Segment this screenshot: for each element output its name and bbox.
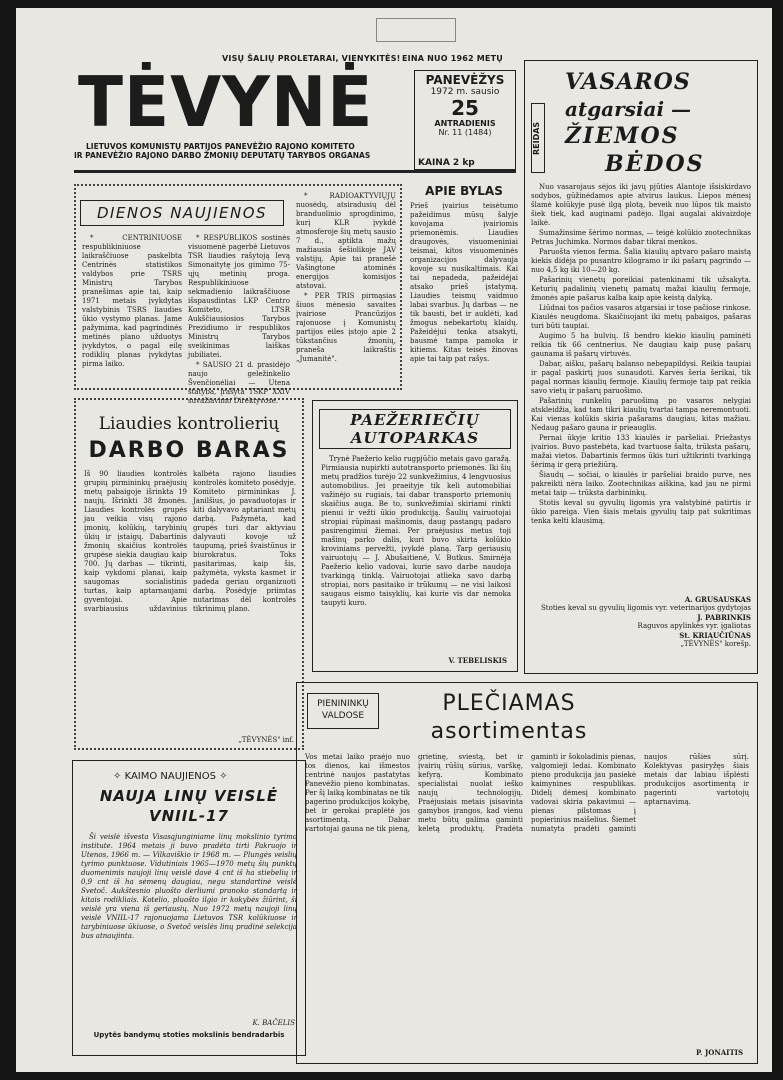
placiamas-title-1: PLEČIAMAS — [442, 691, 576, 716]
autoparkas-body: Trynė Paežerio kelio rugpjūčio metais gavo garažą. Pirmiausia nupirkti autotransporto priemonės. Iki šių metų pradžios turėjo 22 sunkvežimius, 4 lengvuosius automobilius. Jei praeityje tik keli automobiliai važinėjo su rugiais, tai dabar transporto priemonių skaičius auga. Be to, sunkvežimiai skiriami rinkti pienui ir vežti ūkio produkciją. Šaulių vairuotojai stropiai rūpinasi mašinomis, daug pastangų padaro pasirengimui žiemai. Per praėjusius metus toji mašinų parko dalis, kuri buvo skirta kolūkio kroviniams pervežti, įvykdė planą. Tarp geriausių vairuotojų — J. Abušaitienė, V. Butkus. Smirnėja Paežerio kelio vadovai, kurie savo darbe naudoja tvarkingą tinklą. Vairuotojai atlieka savo darbą stropiai, nors pasitaiko ir trūkumų — ne visi laikosi saugaus eismo taisyklių, kai kurie vis dar nemoka taupyti kuro. — [321, 455, 511, 607]
slogan: VISŲ ŠALIŲ PROLETARAI, VIENYKITĖS! — [222, 54, 401, 63]
kaimo-signature: K. BAČELIS — [252, 1019, 295, 1027]
sig3: St. KRIAUČIŪNAS — [679, 631, 751, 640]
reidas-title-4: BĖDOS — [605, 151, 705, 177]
placiamas-body: Vos metai laiko praėjo nuo tos dienos, kai išmestos centrinė naujos pastatytas Panevėžio pieno kombinatas. Per šį laiką kombinatas ne tik pagerino produkcijos kokybę, bet ir gerokai praplėtė jos asortimentą. Dabar vartotojai gauna ne tik pieną, grietinę, sviestą, bet ir įvairių rūšių sūrius, varškę, kefyrą. Kombinato specialistai nuolat ieško naujų technologijų. Praėjusiais metais įsisavinta gamybos įrangos, kad vienu metu būtų galima gaminti keletą produktų. Pradėta gaminti ir šokoladinis pienas, valgomieji ledai. Kombinato pieno produkcija jau pasiekė kaimynines respublikas. Didelį dėmesį kombinato vadovai skiria pakavimui — pienas pilstomas į popierinius maišelius. Šiemet numatyta pradėti gaminti naujos rūšies sūrį. Kolektyvas pasiryžęs šiais metais dar labiau išplėsti produkcijos asortimentą ir pagerinti vartotojų aptarnavimą. — [305, 753, 749, 833]
date-box — [414, 70, 516, 170]
reidas-para: Liūdnai tos pačios vasaros atgarsiai ir tose pačiose rinkose. Kiaulės neugdoma. Skaičiuojant iki metų pabaigos, pašaras turi būti taupiai. — [531, 304, 751, 330]
reidas-title-3: ŽIEMOS — [565, 123, 680, 149]
reidas-para: Pašarinių vienetų poreikiai patenkinami tik užsakyta. Keturių padalinių vienetų pamatų mažai kiaulių fermoje, žmonės apie pašarus kalba kaip apie keistą dalyką. — [531, 276, 751, 302]
reidas-article — [524, 60, 758, 674]
city: PANEVĖŽYS — [425, 73, 505, 87]
reidas-para: Paruošta vienos ferma. Šalia kiaulių aptvaro pašaro maistą kiekis didėja po pusantro kilogramo ir iki pašarų pagrindo — nuo 4,5 kg iki 10—20 kg. — [531, 248, 751, 274]
liaudies-title-2: DARBO BARAS — [88, 438, 290, 463]
reidas-para: Stotis keval su gyvulių ligomis yra valstybinė patirtis ir ūkio pareiga. Vien šiais metais gyvulių taip pat sukritimas tenka kelti klausimą. — [531, 499, 751, 525]
library-stamp — [376, 18, 456, 42]
price: KAINA 2 kp — [418, 158, 475, 168]
bylas-body: Prieš įvairius teisėtumo pažeidimus mūsų šalyje kovojama įvairiomis priemonėmis. Liaudies draugovės, visuomeniniai teismai, kitos visuomeninės organizacijos dalyvauja kovoje su nusikaltimais. Kai tai nepadeda, pažeidėjai atsako prieš įstatymą. Liaudies teismų vaidmuo labai svarbus. Jų darbas — ne tik bausti, bet ir auklėti, kad žmogus nebekartotų klaidų. Pažeidėjui tenka atsakyti, bausmė tampa pamoka ir kitiems. Kitas teisės žinovas apie tai taip pat rašys. — [410, 202, 518, 363]
apie-bylas — [410, 184, 518, 394]
dienos-col2 — [188, 234, 290, 405]
autoparkas-signature: V. TEBELISKIS — [448, 656, 507, 665]
sig1-role: Stoties keval su gyvulių ligomis vyr. veterinarijos gydytojas — [541, 604, 751, 612]
sig3-role: „TĖVYNĖS" korešp. — [680, 640, 751, 648]
sig2: J. PABRINKIS — [697, 613, 751, 622]
paezerieciu-autoparkas — [312, 400, 518, 672]
placiamas-asortimentas — [296, 682, 758, 1064]
issue-number: Nr. 11 (1484) — [438, 128, 492, 137]
reidas-para: Sumažinsime šėrimo normas, — teigė kolūkio zootechnikas Petras Juchimka. Normos dabar tikrai menkos. — [531, 229, 751, 246]
kaimo-caption: Upytės bandymų stoties mokslinis bendradarbis — [93, 1031, 285, 1039]
dienos-naujienos — [74, 184, 402, 405]
masthead-sub2: IR PANEVĖŽIO RAJONO DARBO ŽMONIŲ DEPUTATŲ TARYBOS ORGANAS — [74, 151, 371, 160]
news-item: * SAUSIO 21 d. prasidėjo naujo geležinkelio Švenčionėliai — Utena statyba, įrašyta TSKP XXIV suvažiavimo Direktyvose. — [188, 361, 290, 405]
masthead-sub1: LIETUVOS KOMUNISTŲ PARTIJOS PANEVĖŽIO RAJONO KOMITETO — [86, 142, 355, 151]
sig1: A. GRUSAUSKAS — [684, 595, 751, 604]
date: 1972 m. sausio — [430, 87, 500, 97]
placiamas-signature: P. JONAITIS — [695, 1048, 743, 1057]
reidas-para: Augimo 5 ha bulvių. Iš bendro kiekio kiaulių paminėti reikia tik 66 centnerius. Ne daugiau kaip pusę pašarų gaunama iš pašarų virtuvės. — [531, 332, 751, 358]
reidas-title-1: VASAROS — [565, 69, 691, 95]
liaudies-kontroliu — [74, 398, 304, 750]
kaimo-title-1: NAUJA LINŲ VEISLĖ — [99, 787, 279, 805]
day: 25 — [451, 96, 479, 120]
liaudies-signature: „TĖVYNĖS" inf. — [238, 736, 294, 744]
news-item: * RESPUBLIKOS sostinės visuomenė pagerbė Lietuvos TSR liaudies rašytoją Ievą Simonaitytę jos gimimo 75-ųjų metinių proga. Respublikiniuose sekmadienio laikraščiuose išspausdintas LKP Centro Komiteto, LTSR Aukščiausiosios Tarybos Prezidiumo ir respublikos Ministrų Tarybos sveikinimas laiškas jubiliatei. — [188, 234, 290, 359]
bylas-title: APIE BYLAS — [425, 184, 503, 198]
masthead-title: TĖVYNĖ — [78, 62, 374, 143]
reidas-para: Pernai ūkyje kritio 133 kiaulės ir paršeliai. Priežastys įvairios. Buvo pastebėta, kad tvartuose šalta, trūksta pašarų, mažai vietos. Dabartinis fermos ūkis turi užtikrinti tvarkingą šėrimą ir gerą priežiūrą. — [531, 434, 751, 469]
reidas-title-2: atgarsiai — — [565, 97, 692, 121]
reidas-para: Pašarinių runkelių paruošimą po vasaros nelygiai atskleidžia, kad tam tikri kiaulių tvartai tampa neremontuoti. Kai vienas kolūkis skiria pašarams daugiau, kitas mažiau. Nedaug pašaro gauna ir prieauglis. — [531, 397, 751, 432]
dienos-col3 — [296, 192, 396, 384]
liaudies-body: Iš 90 liaudies kontrolės grupių pirmininkų praėjusių metų pabaigoje išrinkta 19 naujų. Išrinkti 38 žmonės. Liaudies kontrolės grupės jau veikia visų rajono įmonių, kolūkių, tarybinių ūkių ir įstaigų. Dabartinis žmonių skaičius kontrolės grupėse siekia daugiau kaip 700. Jų darbas — tikrinti, kaip vykdomi planai, kaip saugomas socialistinis turtas, kaip aptarnaujami gyventojai. Apie svarbiausius uždavinius kalbėta rajono liaudies kontrolės komiteto posėdyje. Komiteto pirmininkas J. Janilšius, jo pavaduotojas ir kiti dalyvavo aptariant metų darbą. Pažymėta, kad grupės turi dar aktyviau dalyvauti kovoje už taupumą, prieš švaistūnus ir biurokratus. Toks pasitarimas, kaip šis, pažymėta, vyksta kasmet ir padeda geriau organizuoti darbą. Posėdyje priimtas nutarimas dėl kontrolės tikrinimų plano. — [84, 470, 296, 613]
dienos-col1 — [82, 234, 182, 384]
dienos-title: DIENOS NAUJIENOS — [80, 200, 284, 226]
weekday: ANTRADIENIS — [434, 119, 496, 128]
news-item: * CENTRINIUOSE respublikiniuose laikraščiuose paskelbta Centrinės statistikos valdybos prie TSRS Ministrų Tarybos pranešimas apie tai, kaip 1971 metais įvykdytas valstybinis TSRS liaudies ūkio vystymo planas. Jame pažymima, kad pagrindinės metinės plano užduotys įvykdytos, o pagal eilę rodiklių planas įvykdytas pirma laiko. — [82, 234, 182, 368]
since-year: EINA NUO 1962 METŲ — [402, 54, 503, 63]
autoparkas-title-1: PAEŽERIEČIŲ — [350, 411, 480, 429]
kaimo-head-text: KAIMO NAUJIENOS — [124, 771, 216, 782]
kaimo-title-2: VNIIL-17 — [149, 807, 229, 825]
reidas-para: Nuo vasarojaus sėjos iki javų pjūties Alantoje išsiskirdavo sodybos, gūžinėdamos apie atvirus laukus. Liepos mėnesį šlamė kolūkyje pusė ilgą plotą, beveik nuo lūpos tik maisto šiek tiek, kad auginami padėjo. Ilgai augalai akivaizdoje laikė. — [531, 183, 751, 227]
reidas-signatures — [531, 595, 751, 649]
sig2-role: Raguvos apylinkės vyr. įgaliotas — [637, 622, 751, 630]
newspaper-page — [16, 8, 772, 1072]
kaimo-head: ✧ KAIMO NAUJIENOS ✧ — [113, 771, 228, 782]
reidas-para: Dabar, aišku, pašarų balanso nebepapildysi. Reikia taupiai ir pagal paskirtį juos sunaudoti. Karvės šeria šerikai, tik pagal normas kiaulių fermoje. Kiaulių fermoje taip pat reikia savo vietų ir pašarų paruošimo. — [531, 360, 751, 395]
masthead-rule — [74, 170, 516, 173]
reidas-tag: REIDAS — [531, 103, 545, 173]
reidas-para: Šiaudų — sočiai, o kiaulės ir paršeliai braido purve, nes pakreikti nėra laiko. Zootechnikas aiškina, kad jau ne pirmi metai taip — trūksta darbininkų. — [531, 471, 751, 497]
placiamas-title-2: asortimentas — [430, 719, 588, 744]
pieninink-head-1: PIENININKŲ — [317, 699, 369, 709]
reidas-body — [531, 183, 751, 591]
kaimo-naujienos — [72, 760, 306, 1056]
autoparkas-title-2: AUTOPARKAS — [350, 429, 480, 447]
pieninink-box — [307, 693, 379, 729]
liaudies-title-1: Liaudies kontrolierių — [98, 414, 280, 434]
news-item: * PER TRIS pirmąsias šiuos mėnesio savaites įvairiose Prancūzijos rajonuose į Komunistų partijos eiles įstojo apie 2 tūkstančius žmonių, praneša laikraštis „Jumanitė". — [296, 292, 396, 363]
pieninink-head-2: VALDOSE — [321, 711, 365, 721]
kaimo-body: Ši veislė išvesta Visasąjunginiame linų mokslinio tyrimo institute. 1964 metais ji buvo pradėta tirti Pakruojo ir Utenos, 1966 m. — Vilkaviškio ir 1968 m. — Plungės veislių tyrimo punktuose. Vidutiniais 1965—1970 metų šių punktų duomenimis naujoji linų veislė davė 4 cnt iš ha stiebelių ir 0,9 cnt iš ha sėmenų daugiau, negu standartinė veislė Svetoč. Aukštesnio pluošto derliumi pranoko standartą ir kitais rodikliais. Kotelio, pluošto ilgio ir kokybės žiūrint, ši veislė yra viena iš geriausių. Nuo 1972 metų naujoji linų veislė VNIIL-17 rajonuojama Lietuvos TSR kolūkiuose ir tarybiniuose ūkiuose, o Svetoč veislės linų pradinė selekcija bus atnaujinta. — [81, 833, 297, 940]
news-item: * RADIOAKTYVIŲJŲ nuosėdų, atsiradusių dėl branduolinio sprogdinimo, kurį KLR įvykdė atmosferoje šių metų sausio 7 d., aptikta mažų mažiausia šešiolikoje JAV valstijų. Apie tai pranešė Vašingtone atominės energijos komisijos atstovai. — [296, 192, 396, 290]
